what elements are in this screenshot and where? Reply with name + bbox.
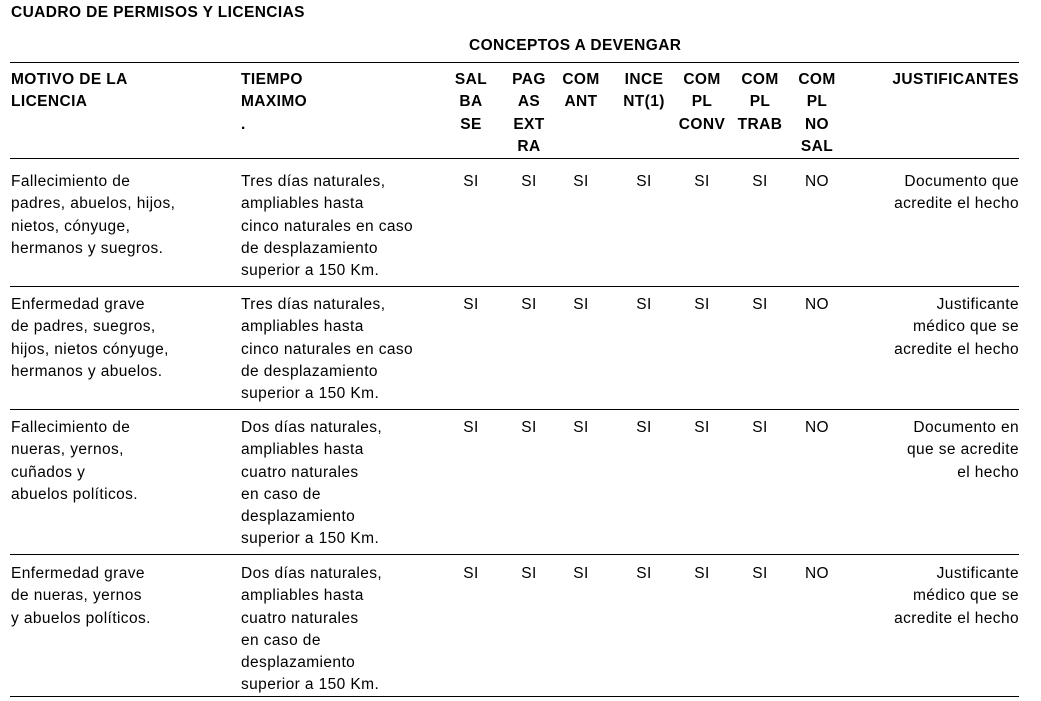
row-justificantes: Documento en que se acredite el hecho <box>907 419 1019 481</box>
row-pag-extra: SI <box>521 296 537 313</box>
header-sal-base: SAL BA SE <box>454 71 488 133</box>
row-pag-extra: SI <box>521 419 537 436</box>
row-divider <box>10 409 1019 410</box>
row-compl-conv: SI <box>694 419 710 436</box>
row-compl-no-sal: NO <box>804 419 830 436</box>
row-motivo: Fallecimiento de nueras, yernos, cuñados y abuelos políticos. <box>11 419 138 503</box>
row-justificantes: Justificante médico que se acredite el hecho <box>894 565 1019 627</box>
row-sal-base: SI <box>463 173 479 190</box>
header-bottom-rule <box>10 158 1019 159</box>
row-incent: SI <box>636 296 652 313</box>
header-top-rule <box>10 62 1019 63</box>
row-divider <box>10 286 1019 287</box>
row-compl-trab: SI <box>752 173 768 190</box>
header-tiempo: TIEMPO MAXIMO . <box>241 71 308 133</box>
row-incent: SI <box>636 565 652 582</box>
row-justificantes: Documento que acredite el hecho <box>894 173 1019 213</box>
row-sal-base: SI <box>463 419 479 436</box>
row-compl-trab: SI <box>752 419 768 436</box>
conceptos-header: CONCEPTOS A DEVENGAR <box>469 37 682 54</box>
header-pag-extra: PAG AS EXT RA <box>512 71 546 155</box>
row-sal-base: SI <box>463 296 479 313</box>
row-tiempo: Tres días naturales, ampliables hasta cinco naturales en caso de desplazamiento superior a 150 Km. <box>241 296 414 403</box>
row-compl-no-sal: NO <box>804 565 830 582</box>
header-com-ant: COM ANT <box>562 71 600 111</box>
row-compl-trab: SI <box>752 565 768 582</box>
row-tiempo: Tres días naturales, ampliables hasta cinco naturales en caso de desplazamiento superior a 150 Km. <box>241 173 414 280</box>
row-tiempo: Dos días naturales, ampliables hasta cuatro naturales en caso de desplazamiento superior a 150 Km. <box>241 565 383 694</box>
row-compl-no-sal: NO <box>804 173 830 190</box>
row-tiempo: Dos días naturales, ampliables hasta cuatro naturales en caso de desplazamiento superior a 150 Km. <box>241 419 383 548</box>
row-compl-conv: SI <box>694 565 710 582</box>
header-compl-no-sal: COM PL NO SAL <box>798 71 836 155</box>
table-bottom-rule <box>10 696 1019 697</box>
row-motivo: Enfermedad grave de padres, suegros, hijos, nietos cónyuge, hermanos y abuelos. <box>11 296 169 380</box>
row-compl-conv: SI <box>694 173 710 190</box>
header-compl-conv: COM PL CONV <box>678 71 726 133</box>
row-incent: SI <box>636 419 652 436</box>
row-compl-no-sal: NO <box>804 296 830 313</box>
row-divider <box>10 554 1019 555</box>
row-sal-base: SI <box>463 565 479 582</box>
row-motivo: Enfermedad grave de nueras, yernos y abuelos políticos. <box>11 565 151 627</box>
row-com-ant: SI <box>573 565 589 582</box>
header-motivo: MOTIVO DE LA LICENCIA <box>11 71 128 111</box>
row-motivo: Fallecimiento de padres, abuelos, hijos, nietos, cónyuge, hermanos y suegros. <box>11 173 176 257</box>
row-com-ant: SI <box>573 419 589 436</box>
row-compl-conv: SI <box>694 296 710 313</box>
header-compl-trab: COM PL TRAB <box>737 71 783 133</box>
row-incent: SI <box>636 173 652 190</box>
header-justificantes: JUSTIFICANTES <box>892 71 1019 88</box>
document-title: CUADRO DE PERMISOS Y LICENCIAS <box>11 4 305 21</box>
row-compl-trab: SI <box>752 296 768 313</box>
row-justificantes: Justificante médico que se acredite el hecho <box>894 296 1019 358</box>
row-pag-extra: SI <box>521 565 537 582</box>
row-com-ant: SI <box>573 296 589 313</box>
row-pag-extra: SI <box>521 173 537 190</box>
row-com-ant: SI <box>573 173 589 190</box>
header-incent: INCE NT(1) <box>623 71 665 111</box>
